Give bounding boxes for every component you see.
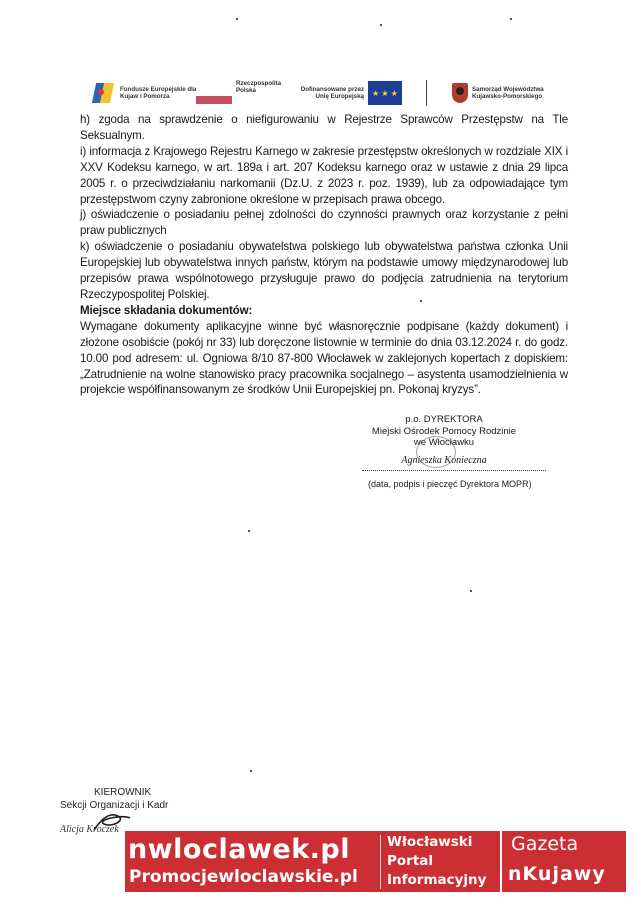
requirement-item-i: i) informacja z Krajowego Rejestru Karnego w zakresie przestępstw określonych w rozdziale XIX i XXV Kodeksu karnego, w art. 189a i art. 207 Kodeksu karnego oraz w ustawie z dnia 29 lipca 2005 r. o przeciwdziałaniu narkomanii (Dz.U. z 2023 r. poz. 1939), lub za odpowiadające tym przestępstwom czyny zabronione określone w przepisach prawa obcego.	[80, 144, 568, 206]
banner-site: nwloclawek.pl	[128, 834, 350, 865]
document-body	[80, 112, 568, 398]
scan-speck	[248, 530, 250, 532]
banner-promo: Promocjewloclawskie.pl	[129, 867, 358, 887]
signature-name: Agnieszka Konieczna	[401, 454, 487, 466]
signature-line	[362, 470, 546, 471]
gazeta-banner	[502, 831, 626, 892]
scan-speck	[470, 590, 472, 592]
manager-name: Alicja Kroczek	[60, 824, 119, 835]
signature-city: we Włocławku	[413, 437, 475, 448]
logo-fundusze-europejskie	[94, 76, 204, 110]
signature-title: p.o. DYREKTORA	[405, 414, 483, 425]
scan-speck	[380, 24, 382, 26]
manager-section: Sekcji Organizacji i Kadr	[60, 800, 169, 811]
logo-eu	[294, 76, 406, 110]
watermark-banner	[125, 831, 500, 892]
banner-portal-line3: Informacyjny	[387, 872, 487, 888]
logo-eu-text: Dofinansowane przez Unię Europejską	[300, 86, 364, 100]
gazeta-line2: nKujawy	[508, 863, 606, 885]
document-header	[94, 76, 558, 110]
requirement-item-j: j) oświadczenie o posiadaniu pełnej zdolności do czynności prawnych oraz korzystanie z pełni praw publicznych	[80, 208, 568, 238]
logo-divider	[426, 80, 427, 106]
banner-divider	[380, 835, 381, 889]
polish-flag-icon	[196, 88, 232, 104]
scan-speck	[510, 18, 512, 20]
logo-region-text: Samorząd Województwa Kujawsko-Pomorskiego	[472, 86, 544, 100]
signature-caption: (data, podpis i pieczęć Dyrektora MOPR)	[368, 479, 532, 489]
logo-rp-text: Rzeczpospolita Polska	[236, 80, 282, 94]
banner-portal-line2: Portal	[387, 853, 434, 869]
manager-title: KIEROWNIK	[94, 787, 152, 798]
scan-speck	[236, 18, 238, 20]
gazeta-line1: Gazeta	[511, 833, 579, 855]
eu-flag-icon: ★ ★ ★	[368, 81, 402, 105]
signature-institution: Miejski Ośrodek Pomocy Rodzinie	[371, 425, 517, 437]
banner-portal-line1: Włocławski	[387, 834, 473, 850]
section-heading: Miejsce składania dokumentów:	[80, 303, 253, 317]
requirement-item-h: h) zgoda na sprawdzenie o niefigurowaniu w Rejestrze Sprawców Przestępstw na Tle Seksualnym.	[80, 113, 568, 142]
banner-portal-text	[387, 833, 486, 890]
submission-paragraph: Wymagane dokumenty aplikacyjne winne być własnoręcznie podpisane (każdy dokument) i złożone osobiście (pokój nr 33) lub doręczone listownie w terminie do dnia 03.12.2024 r. do godz. 10.00 pod adresem: ul. Ogniowa 8/10 87-800 Włocławek w zaklejonych kopertach z dopiskiem: „Zatrudnienie na wolne stanowisko pracy pracownika socjalnego – asystenta usamodzielnienia w projekcie współfinansowanym ze środków Unii Europejskiej pn. Pokonaj kryzys”.	[80, 319, 568, 397]
logo-samorzad	[452, 76, 560, 110]
stamp-icon	[416, 436, 456, 468]
logo-fe-text: Fundusze Europejskie dla Kujaw i Pomorza	[120, 86, 197, 100]
scan-speck	[250, 770, 252, 772]
crest-icon	[452, 83, 468, 103]
requirement-item-k: k) oświadczenie o posiadaniu obywatelstwa polskiego lub obywatelstwa państwa członka Unii Europejskiej lub obywatelstwa innych państw, którym na podstawie umowy międzynarodowej lub przepisów prawa wspólnotowego przysługuje prawo do podjęcia zatrudnienia na terytorium Rzeczypospolitej Polskiej.	[80, 240, 568, 301]
fe-logo-icon	[94, 81, 116, 105]
logo-rzeczpospolita	[196, 76, 280, 110]
